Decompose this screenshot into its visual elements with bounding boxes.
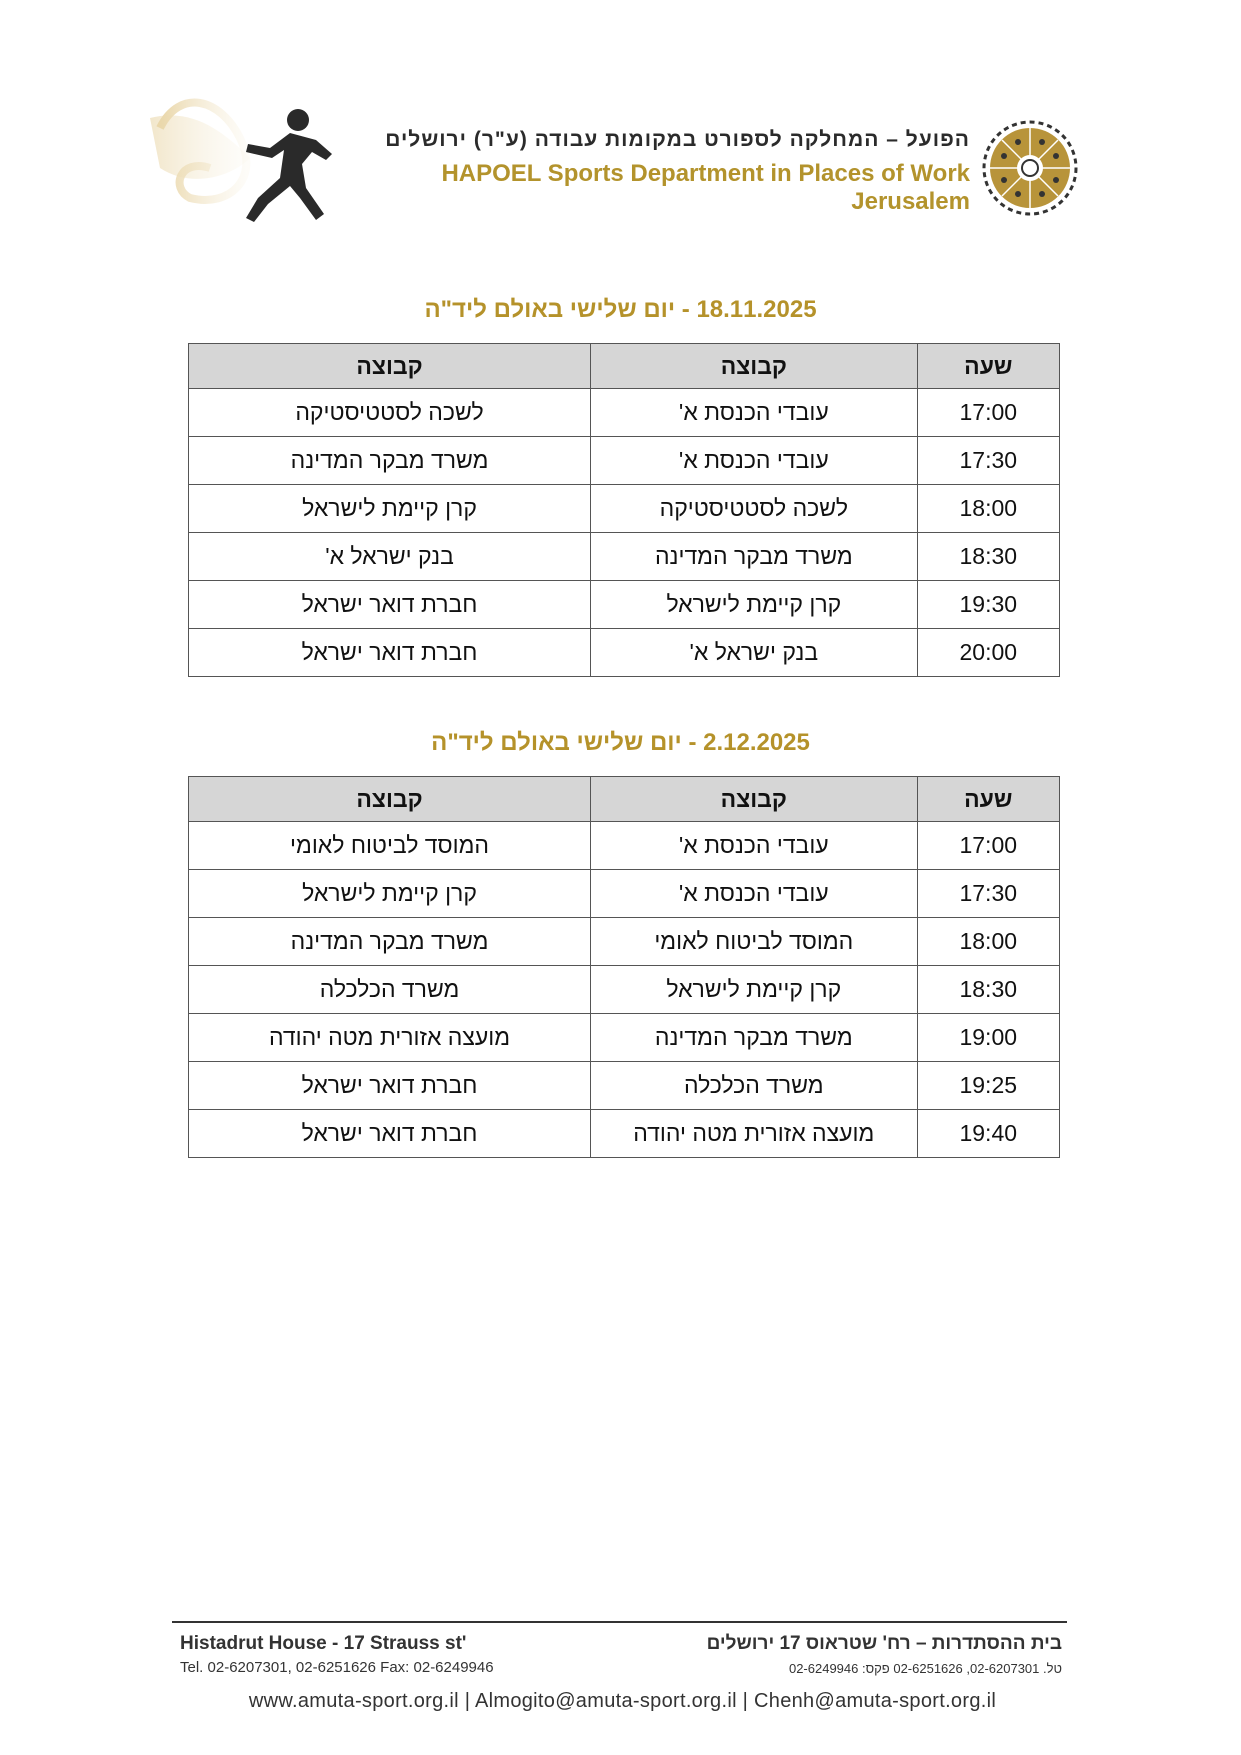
cell-group2: חברת דואר ישראל xyxy=(189,629,591,677)
cell-group1: עובדי הכנסת א' xyxy=(591,822,917,870)
cell-group2: חברת דואר ישראל xyxy=(189,1062,591,1110)
cell-time: 18:00 xyxy=(917,918,1059,966)
header-group1: קבוצה xyxy=(591,344,918,389)
header-time: שעה xyxy=(917,777,1059,822)
table-row xyxy=(189,870,1060,918)
cell-time: 18:00 xyxy=(917,485,1059,533)
table-row xyxy=(189,918,1060,966)
table-row xyxy=(189,1110,1060,1158)
cell-group1: המוסד לביטוח לאומי xyxy=(591,918,917,966)
footer-he-phone: טל. 02-6207301, 02-6251626 פקס: 02-6249946 xyxy=(788,1661,1062,1676)
cell-time: 19:25 xyxy=(917,1062,1059,1110)
cell-group1: קרן קיימת לישראל xyxy=(591,966,917,1014)
section-title-2: 2.12.2025 - יום שלישי באולם ליד"ה xyxy=(431,729,810,756)
header-group2: קבוצה xyxy=(189,344,591,389)
cell-time: 17:00 xyxy=(917,389,1059,437)
cell-group2: המוסד לביטוח לאומי xyxy=(189,822,591,870)
footer-address-hebrew xyxy=(620,1633,1062,1676)
cell-group2: משרד הכלכלה xyxy=(189,966,591,1014)
cell-time: 17:30 xyxy=(917,870,1059,918)
header-group1: קבוצה xyxy=(591,777,917,822)
hapoel-emblem-icon xyxy=(980,118,1080,218)
header-time: שעה xyxy=(917,344,1059,389)
table-row xyxy=(189,389,1060,437)
cell-group1: משרד מבקר המדינה xyxy=(591,1014,917,1062)
cell-time: 19:40 xyxy=(917,1110,1059,1158)
cell-time: 19:00 xyxy=(917,1014,1059,1062)
footer-address-english xyxy=(180,1633,600,1676)
cell-group2: חברת דואר ישראל xyxy=(189,1110,591,1158)
letterhead-text xyxy=(320,128,970,216)
cell-group2: משרד מבקר המדינה xyxy=(189,437,591,485)
table-row xyxy=(189,629,1060,677)
table-header-row xyxy=(189,777,1060,822)
table-row xyxy=(189,437,1060,485)
table-row xyxy=(189,1014,1060,1062)
table-header-row xyxy=(189,344,1060,389)
cell-group1: עובדי הכנסת א' xyxy=(591,389,918,437)
table-row xyxy=(189,485,1060,533)
cell-time: 19:30 xyxy=(917,581,1059,629)
cell-group1: קרן קיימת לישראל xyxy=(591,581,918,629)
schedule-table-1 xyxy=(188,343,1060,677)
table-row xyxy=(189,533,1060,581)
cell-group2: מועצה אזורית מטה יהודה xyxy=(189,1014,591,1062)
footer-en-phone: Tel. 02-6207301, 02-6251626 Fax: 02-6249946 xyxy=(180,1659,494,1676)
cell-group1: משרד הכלכלה xyxy=(591,1062,917,1110)
cell-group1: משרד מבקר המדינה xyxy=(591,533,918,581)
cell-group2: קרן קיימת לישראל xyxy=(189,870,591,918)
header-group2: קבוצה xyxy=(189,777,591,822)
cell-group2: משרד מבקר המדינה xyxy=(189,918,591,966)
org-name-english: HAPOEL Sports Department in Places of Work Jerusalem xyxy=(441,160,970,215)
footer-divider xyxy=(172,1621,1067,1623)
cell-group1: בנק ישראל א' xyxy=(591,629,918,677)
letterhead xyxy=(150,88,1100,228)
section-title-1: 18.11.2025 - יום שלישי באולם ליד"ה xyxy=(424,296,817,323)
cell-group1: מועצה אזורית מטה יהודה xyxy=(591,1110,917,1158)
footer-en-title: Histadrut House - 17 Strauss st' xyxy=(180,1633,467,1654)
table-row xyxy=(189,581,1060,629)
cell-group1: עובדי הכנסת א' xyxy=(591,437,918,485)
org-name-hebrew: הפועל – המחלקה לספורט במקומות עבודה (ע"ר) ירושלים xyxy=(385,128,970,151)
cell-time: 17:30 xyxy=(917,437,1059,485)
cell-group2: לשכה לסטטיסטיקה xyxy=(189,389,591,437)
cell-group1: לשכה לסטטיסטיקה xyxy=(591,485,918,533)
cell-group2: בנק ישראל א' xyxy=(189,533,591,581)
cell-group2: חברת דואר ישראל xyxy=(189,581,591,629)
cell-time: 18:30 xyxy=(917,533,1059,581)
cell-group1: עובדי הכנסת א' xyxy=(591,870,917,918)
table-row xyxy=(189,966,1060,1014)
table-row xyxy=(189,1062,1060,1110)
table-row xyxy=(189,822,1060,870)
footer-links[interactable]: www.amuta-sport.org.il | Almogito@amuta-sport.org.il | Chenh@amuta-sport.org.il xyxy=(248,1690,997,1712)
cell-time: 18:30 xyxy=(917,966,1059,1014)
footer-he-title: בית ההסתדרות – רח' שטראוס 17 ירושלים xyxy=(706,1633,1062,1654)
cell-time: 20:00 xyxy=(917,629,1059,677)
cell-group2: קרן קיימת לישראל xyxy=(189,485,591,533)
cell-time: 17:00 xyxy=(917,822,1059,870)
schedule-table-2 xyxy=(188,776,1060,1158)
